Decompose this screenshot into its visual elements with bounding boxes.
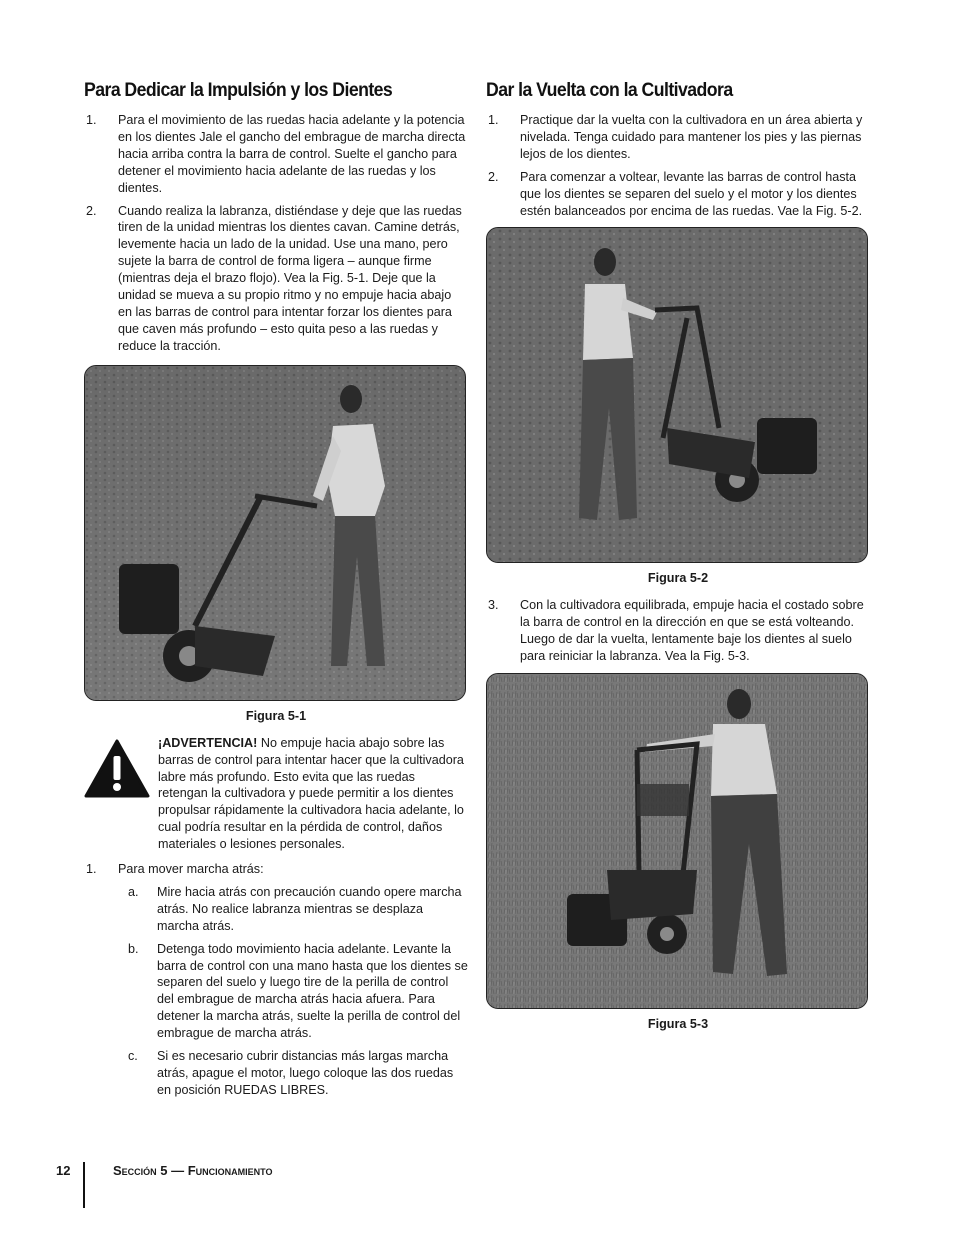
- substep-c: [84, 1048, 468, 1099]
- section-heading-impulsion: Para Dedicar la Impulsión y los Dientes: [84, 80, 393, 101]
- warning-triangle-icon: [84, 739, 150, 804]
- substep-letter: b.: [128, 941, 139, 956]
- step-1-reverse: [84, 861, 468, 878]
- figure-5-2-caption: Figura 5-2: [647, 571, 709, 586]
- step-text: Para mover marcha atrás:: [118, 862, 264, 877]
- step-number: 1.: [86, 862, 97, 877]
- step-2-tilling: [84, 203, 468, 355]
- figure-5-3-photo: [486, 673, 868, 1009]
- section-heading-turning: Dar la Vuelta con la Cultivadora: [486, 80, 733, 101]
- substep-b: [84, 941, 468, 1042]
- warning-text: No empuje hacia abajo sobre las barras de control para intentar hacer que la cultivadora labre más profundo. Esto evita que las ruedas retengan la cultivadora y puede permitir a los dientes propulsar rápidamente la cultivadora hacia adelante, lo cual podría resultar en la pérdida de control, daños materiales o lesiones personales.: [158, 735, 464, 852]
- footer-divider: [83, 1162, 85, 1208]
- substep-letter: c.: [128, 1049, 138, 1064]
- step-number: 1.: [86, 113, 97, 127]
- figure-5-1-photo: [84, 365, 466, 701]
- warning-block: [84, 735, 468, 853]
- step-text: Practique dar la vuelta con la cultivadora en un área abierta y nivelada. Tenga cuidado para mantener los pies y las piernas lejos de los dientes.: [520, 113, 863, 161]
- step-text: Con la cultivadora equilibrada, empuje hacia el costado sobre la barra de control en la dirección en que se está volteando. Luego de dar la vuelta, lentamente baje los dientes al suelo para reiniciar la labranza. Vea la Fig. 5-3.: [520, 598, 864, 664]
- substep-a: [84, 884, 468, 935]
- substep-letter: a.: [128, 884, 139, 899]
- figure-5-3-caption: Figura 5-3: [647, 1017, 709, 1032]
- figure-5-2-photo: [486, 227, 868, 563]
- tiller-turning-photo: [487, 674, 867, 1008]
- page-number: 12: [56, 1163, 71, 1178]
- step-text: Para comenzar a voltear, levante las barras de control hasta que los dientes se separen del suelo y el motor y los dientes estén balanceados por encima de las ruedas. Vae la Fig. 5-2.: [520, 169, 863, 218]
- right-column: [486, 80, 870, 1043]
- footer-section-title: Sección 5 — Funcionamiento: [113, 1163, 273, 1178]
- step-2-balance: [486, 169, 870, 220]
- tiller-lifted-photo: [487, 228, 867, 562]
- step-3-turn: [486, 597, 870, 665]
- step-number: 2.: [488, 169, 499, 184]
- substep-text: Si es necesario cubrir distancias más largas marcha atrás, apague el motor, luego coloque las dos ruedas en posición RUEDAS LIBRES.: [157, 1049, 454, 1097]
- step-text: Cuando realiza la labranza, distiéndase y deje que las ruedas tiren de la unidad mientras los dientes cavan. Camine detrás, levemente hacia un lado de la unidad. Use una mano, pero sujete la barra de control de forma ligera – aunque firme (mientras deja el brazo flojo). Vea la Fig. 5-1. Deje que la unidad se mueva a su propio ritmo y no empuje hacia abajo en las barras de control para intentar forzar los dientes para que caven más profundo – esto quita peso a las ruedas y reduce la tracción.: [118, 203, 462, 353]
- substep-text: Detenga todo movimiento hacia adelante. Levante la barra de control con una mano hasta que los dientes se separen del suelo y luego tire de la perilla de control del embrague de marcha atrás hacia afuera. Para detener la marcha atrás, suelte la perilla de control del embrague de marcha atrás.: [157, 941, 468, 1041]
- step-1-forward-drive: [84, 112, 468, 197]
- warning-label: ¡ADVERTENCIA!: [158, 735, 258, 750]
- step-1-practice: [486, 112, 870, 163]
- step-number: 3.: [488, 598, 499, 613]
- step-text: Para el movimiento de las ruedas hacia adelante y la potencia en los dientes Jale el gancho del embrague de marcha directa hacia arriba contra la barra de control. Suelte el gancho para detener el movimiento hacia adelante de las ruedas y los dientes.: [118, 113, 466, 195]
- step-number: 2.: [86, 203, 97, 218]
- figure-5-1-caption: Figura 5-1: [245, 708, 307, 723]
- step-number: 1.: [488, 113, 499, 127]
- substep-text: Mire hacia atrás con precaución cuando opere marcha atrás. No realice labranza mientras se desplaza marcha atrás.: [157, 884, 462, 933]
- left-column: [84, 80, 468, 1105]
- tiller-operator-photo: [85, 366, 465, 700]
